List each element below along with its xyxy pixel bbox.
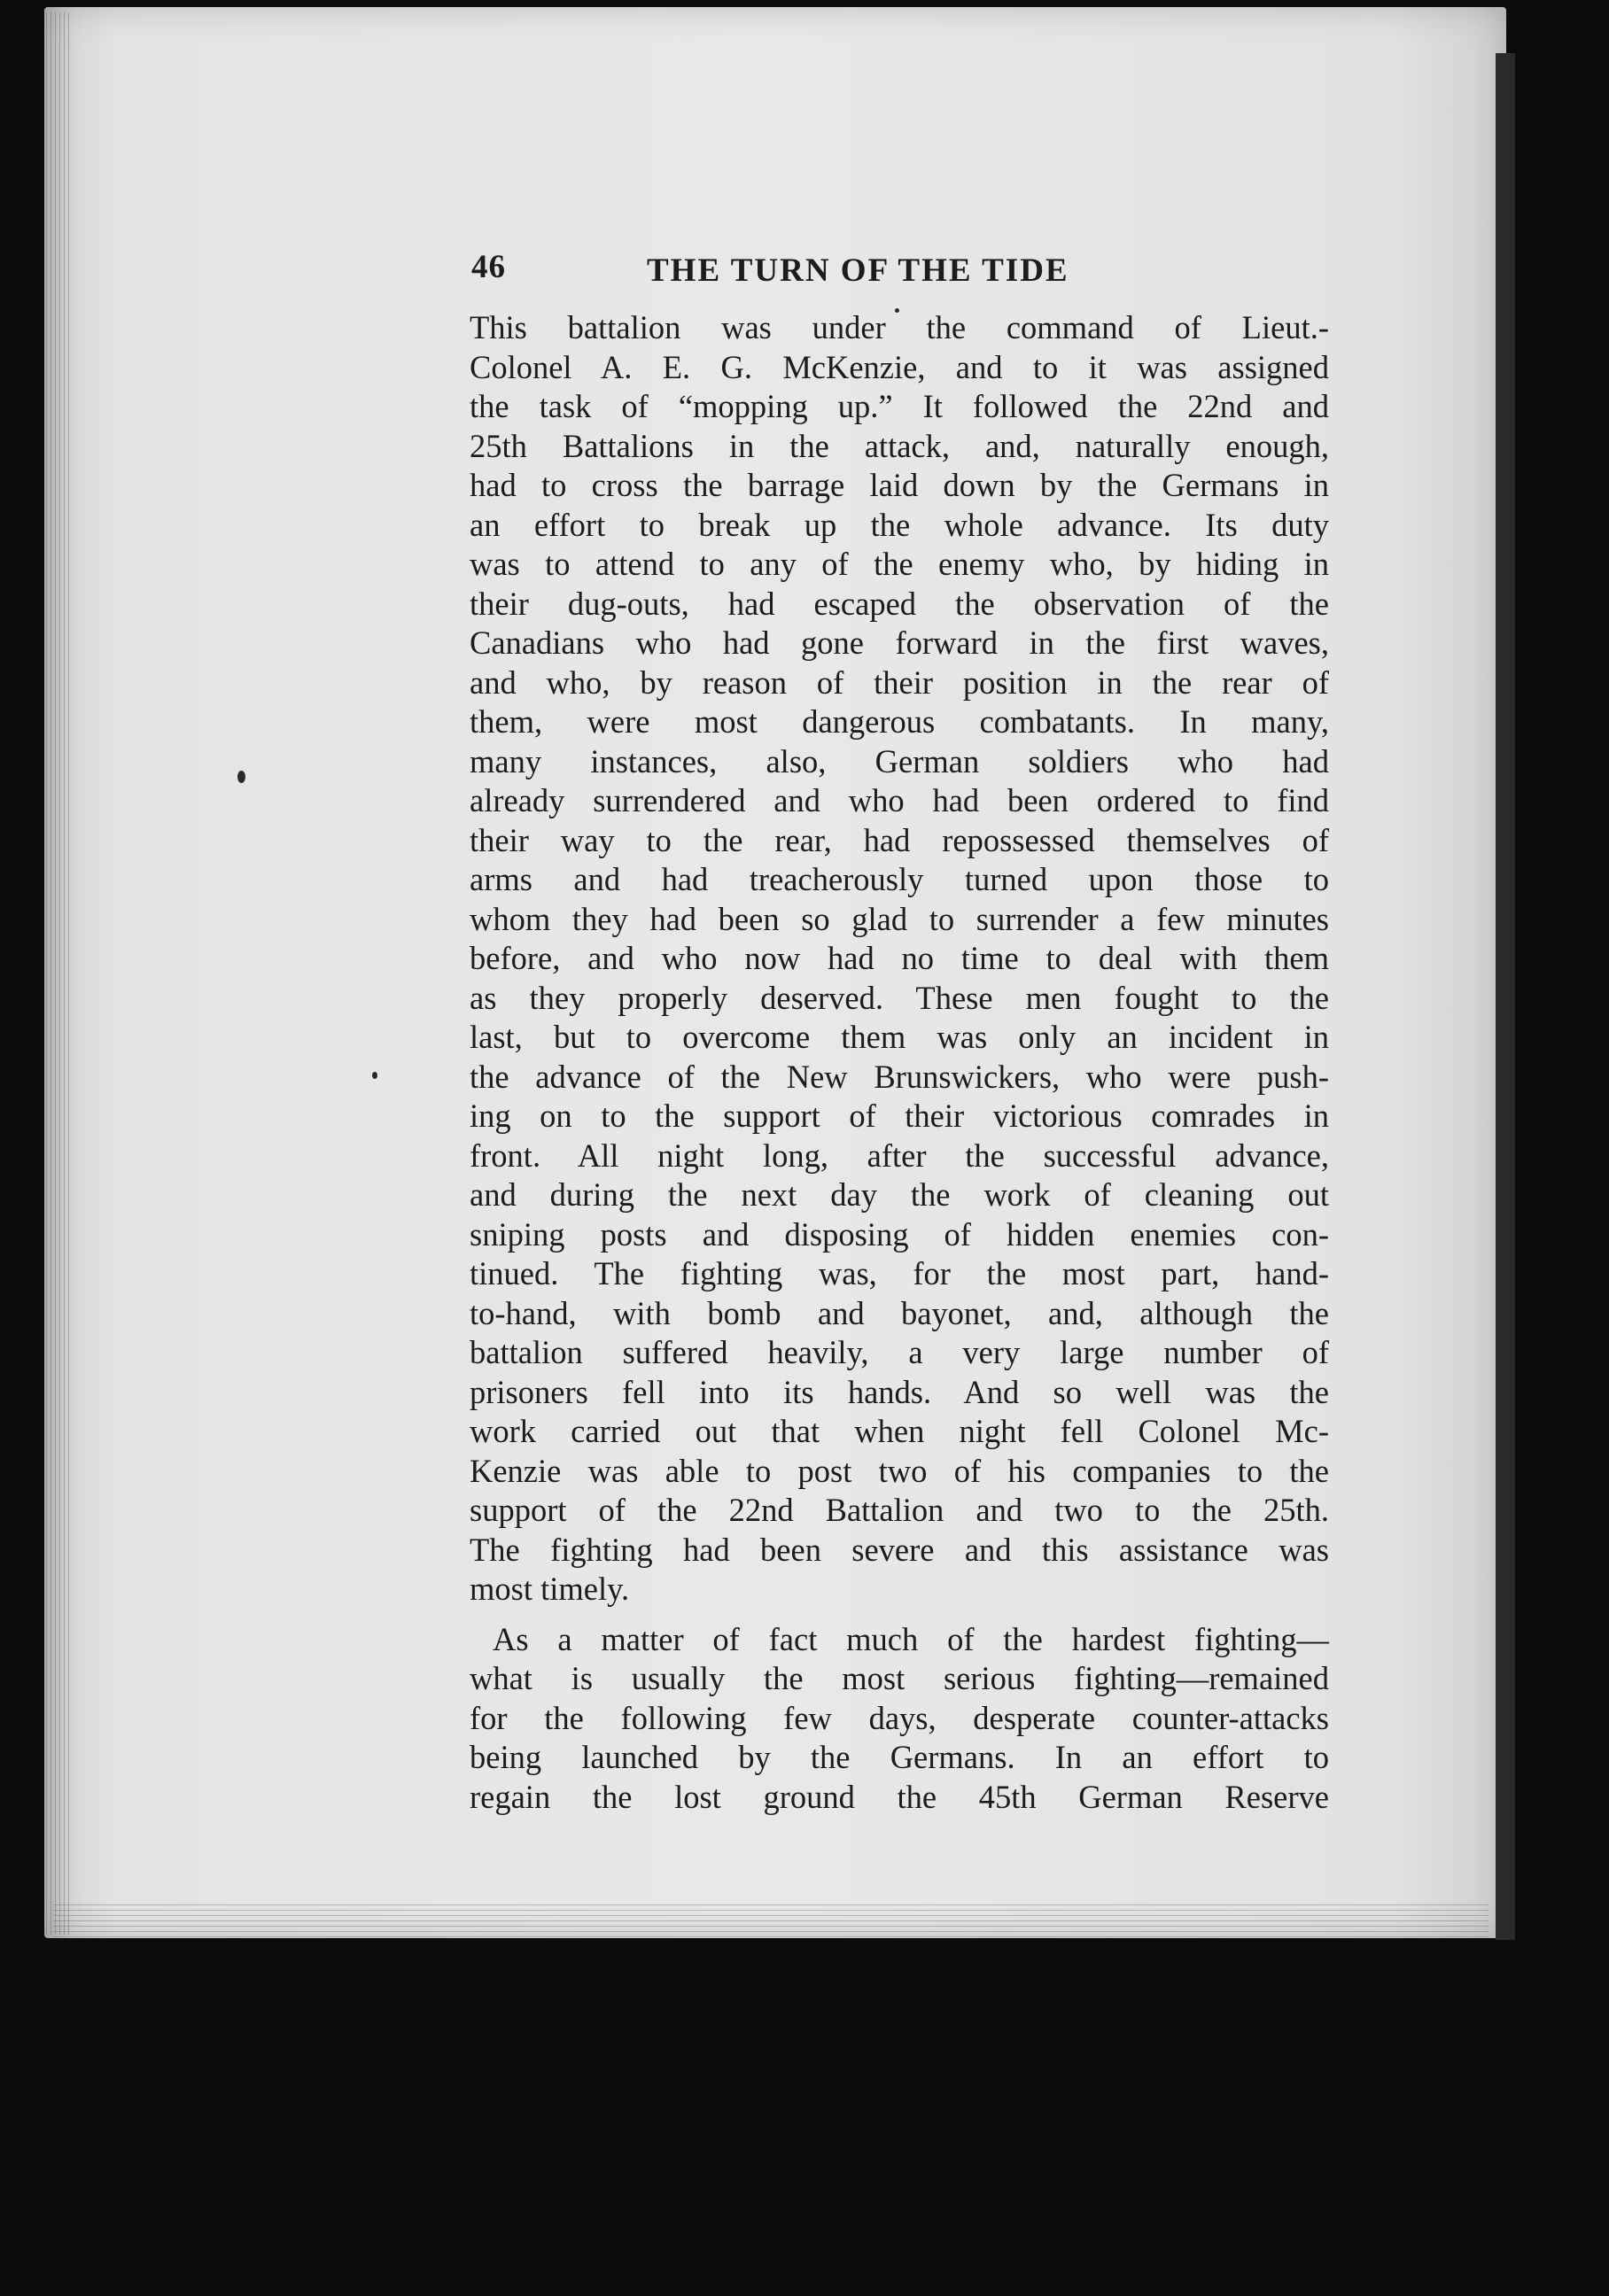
- page-header: [470, 248, 1329, 301]
- text-line: sniping posts and disposing of hidden enemies con-: [470, 1215, 1329, 1253]
- text-line: for the following few days, desperate counter-attacks: [470, 1699, 1329, 1736]
- text-line: what is usually the most serious fighting—remained: [470, 1660, 1329, 1696]
- text-line: front. All night long, after the successful advance,: [470, 1136, 1329, 1174]
- page-number: 46: [471, 249, 506, 285]
- text-line: already surrendered and who had been ordered to find: [470, 782, 1329, 818]
- paragraph-2: [470, 1620, 1329, 1818]
- text-line: work carried out that when night fell Colonel Mc-: [470, 1413, 1329, 1449]
- dust-speck: [237, 771, 245, 783]
- text-line: whom they had been so glad to surrender a few minutes: [470, 900, 1329, 937]
- text-line: had to cross the barrage laid down by the Germans in: [470, 467, 1329, 503]
- dust-speck: [372, 1072, 377, 1079]
- text-line: their way to the rear, had repossessed themselves of: [470, 821, 1329, 858]
- text-line: being launched by the Germans. In an effort to: [470, 1739, 1329, 1775]
- text-line: them, were most dangerous combatants. In many,: [470, 703, 1329, 740]
- text-line: 25th Battalions in the attack, and, naturally enough,: [470, 427, 1329, 464]
- page-text-block: [470, 248, 1329, 1817]
- text-line: an effort to break up the whole advance. Its duty: [470, 506, 1329, 543]
- paragraph-1: [470, 308, 1329, 1610]
- text-line: the advance of the New Brunswickers, who were push-: [470, 1058, 1329, 1095]
- text-line: Colonel A. E. G. McKenzie, and to it was assigned: [470, 348, 1329, 385]
- text-line: regain the lost ground the 45th German Reserve: [470, 1778, 1329, 1815]
- text-line: prisoners fell into its hands. And so well was the: [470, 1373, 1329, 1410]
- page-edges-bottom: [53, 1904, 1489, 1940]
- text-line: Kenzie was able to post two of his companies to the: [470, 1452, 1329, 1489]
- text-line: before, and who now had no time to deal with them: [470, 940, 1329, 976]
- text-line: was to attend to any of the enemy who, by hiding in: [470, 546, 1329, 582]
- text-line: last, but to overcome them was only an incident in: [470, 1019, 1329, 1055]
- text-line: arms and had treacherously turned upon those to: [470, 861, 1329, 897]
- page-edges-left: [46, 12, 73, 1935]
- body-text: [470, 308, 1329, 1817]
- text-line: and during the next day the work of cleaning out: [470, 1176, 1329, 1213]
- text-line: ing on to the support of their victorious comrades in: [470, 1098, 1329, 1134]
- text-line: many instances, also, German soldiers who had: [470, 742, 1329, 780]
- text-line: their dug-outs, had escaped the observation of the: [470, 585, 1329, 622]
- text-line: to-hand, with bomb and bayonet, and, although the: [470, 1294, 1329, 1331]
- running-title: THE TURN OF THE TIDE: [647, 252, 1069, 289]
- text-line: The fighting had been severe and this assistance was: [470, 1531, 1329, 1568]
- text-line: the task of “mopping up.” It followed the 22nd and: [470, 388, 1329, 424]
- text-line: and who, by reason of their position in the rear of: [470, 663, 1329, 701]
- text-line: most timely.: [470, 1571, 630, 1607]
- text-line: support of the 22nd Battalion and two to the 25th.: [470, 1492, 1329, 1528]
- text-line: tinued. The fighting was, for the most part, hand-: [470, 1255, 1329, 1292]
- text-line: This battalion was under the command of Lieut.-: [470, 309, 1329, 345]
- text-line: battalion suffered heavily, a very large number of: [470, 1334, 1329, 1370]
- paragraph-gap: [470, 1610, 1329, 1620]
- text-line: As a matter of fact much of the hardest fighting—: [493, 1620, 1329, 1657]
- book-spine: [1496, 53, 1515, 1940]
- text-line: Canadians who had gone forward in the first waves,: [470, 624, 1329, 661]
- text-line: as they properly deserved. These men fought to the: [470, 979, 1329, 1016]
